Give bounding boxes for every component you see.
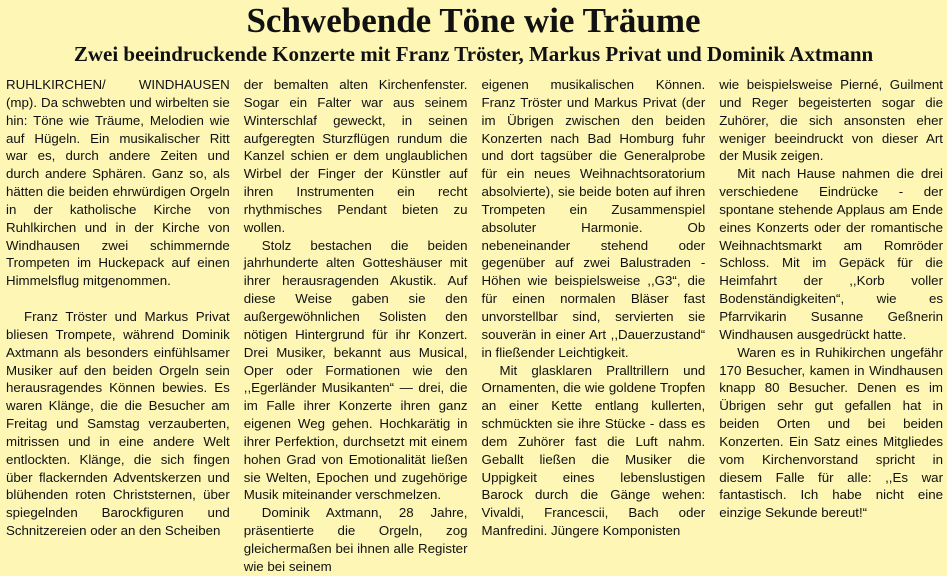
paragraph: der bemalten alten Kirchenfenster. Sogar ein Falter war aus seinem Winterschlaf geweckt, in seinen aufgeregten Sturzflügen rundum die Kanzel schien er dem unglaublichen Wirbel der Finger der Künstler auf ihren Instrumenten ein recht rhythmisches Pendant bieten zu wollen.: [243, 77, 468, 235]
headline: Schwebende Töne wie Träume: [246, 1, 701, 40]
column-4: [719, 76, 943, 521]
paragraph: wie beispielsweise Pierné, Guilment und Reger begeisterten sogar die Zuhörer, die sich ansonsten eher weniger beeindruckt von dieser Art der Musik zeigen.: [719, 77, 943, 164]
paragraph: Stolz bestachen die beiden jahrhunderte alten Gotteshäuser mit ihrer herausragenden Akustik. Auf diese Weise gaben sie den außergewöhnlichen Solisten den nötigen Hintergrund für ihr Konzert. Drei Musiker, bekannt aus Musical, Oper oder Formationen wie den ,,Egerländer Musikanten“ — drei, die im Falle ihrer Konzerte ihren ganz eigenen Weg gehen. Hochkarätig in ihrer Perfektion, durchsetzt mit einem hohen Grad von Emotionalität ließen sie Welten, Epochen und zugehörige Musik miteinander verschmelzen.: [243, 237, 468, 503]
paragraph: Mit nach Hause nahmen die drei verschiedene Eindrücke - der spontane stehende Applaus am Ende eines Konzerts oder der romantische Weihnachtsmarkt am Romröder Schloss. Mit im Gepäck für die Heimfahrt der ,,Korb voller Bodenständigkeiten“, wie es Pfarrvikarin Susanne Geßnerin Windhausen ausgedrückt hatte.: [719, 166, 943, 342]
paragraph: Franz Tröster und Markus Privat bliesen Trompete, während Dominik Axtmann als besonders einfühlsamer Musiker auf den beiden Orgeln sein herausragendes Können bewies. Es waren Klänge, die die Besucher am Freitag und Samstag verzauberten, mitrissen und in eine andere Welt entlockten. Klänge, die sich fingen über flackernden Adventskerzen und blühenden roten Christsternen, über spiegelnden Barockfiguren und Schnitzereien oder an den Scheiben: [6, 308, 230, 539]
paragraph: Mit glasklaren Pralltrillern und Ornamenten, die wie goldene Tropfen an einer Kette entlang kullerten, schmückten sie ihre Stücke - dass es dem Zuhörer fast die Luft nahm. Geballt ließen die Musiker die Uppigkeit eines lebenslustigen Barock durch die Gänge wehen: Vivaldi, Francescii, Bach oder Manfredini. Jüngere Komponisten: [481, 362, 706, 539]
article-body: [6, 76, 943, 574]
subheadline: Zwei beeindruckende Konzerte mit Franz Tröster, Markus Privat und Dominik Axtmann: [73, 42, 874, 66]
paragraph: Dominik Axtmann, 28 Jahre, präsentierte die Orgeln, zog gleichermaßen bei ihnen alle Register wie bei seinem: [243, 505, 468, 574]
paragraph: RUHLKIRCHEN/ WINDHAUSEN (mp). Da schwebten und wirbelten sie hin: Töne wie Träume, Melodien wie auf Hügeln. Ein musikalischer Ritt war es, durch andere Zeiten und durch andere Sphären. Ganz so, als hätten die beiden ehrwürdigen Orgeln in der katholische Kirche von Ruhlkirchen und in der Kirche von Windhausen zwei schimmernde Trompeten im Huckepack auf einen Himmelsflug mitgenommen.: [6, 77, 230, 289]
column-1: [6, 76, 230, 539]
paragraph: eigenen musikalischen Können. Franz Tröster und Markus Privat (der im Übrigen zwischen den beiden Konzerten nach Bad Homburg fuhr und dort tagsüber die Generalprobe für ein neues Weihnachtsoratorium absolvierte), sie beide boten auf ihren Trompeten ein Zusammenspiel absoluter Harmonie. Ob nebeneinander stehend oder gegenüber auf zwei Balustraden - Höhen wie beispielsweise ,,G3“, die für einen normalen Bläser fast unvorstellbar sind, servierten sie souverän in einer Art ,,Dauerzustand“ in fließender Leichtigkeit.: [481, 77, 706, 360]
column-2: [243, 76, 468, 574]
column-3: [481, 76, 706, 539]
paragraph: Waren es in Ruhikirchen ungefähr 170 Besucher, kamen in Windhausen knapp 80 Besucher. Denen es im Übrigen sehr gut gefallen hat in beiden Orten und bei beiden Konzerten. Ein Satz eines Mitgliedes vom Kirchenvorstand spricht in diesem Falle für alle: ,,Es war fantastisch. Ich habe nicht eine einzige Sekunde bereut!“: [719, 344, 943, 521]
